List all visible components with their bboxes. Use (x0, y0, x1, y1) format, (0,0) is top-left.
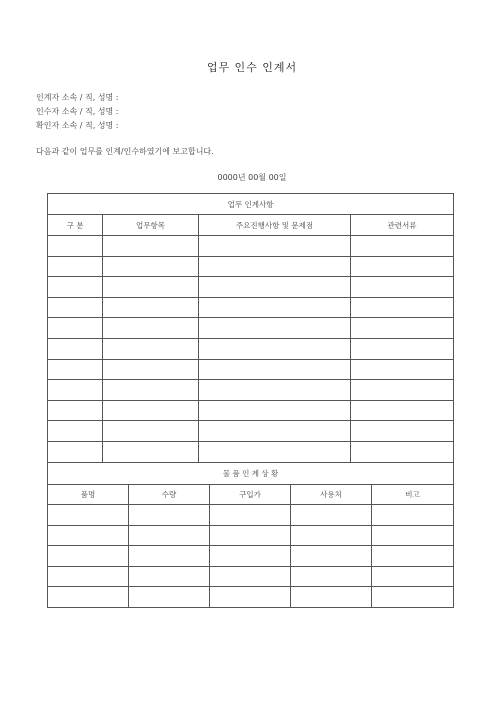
table-row (48, 546, 454, 567)
table-cell (48, 256, 103, 277)
table-row (48, 236, 454, 257)
table-row (48, 359, 454, 380)
table-cell (103, 380, 199, 401)
handover-section-row (48, 194, 454, 215)
table-cell (372, 525, 454, 546)
table-cell (48, 421, 103, 442)
table-cell (210, 505, 291, 526)
table-cell (103, 256, 199, 277)
table-row (48, 380, 454, 401)
table-cell (103, 318, 199, 339)
table-cell (351, 277, 454, 298)
table-cell (291, 566, 372, 587)
table-cell (372, 566, 454, 587)
confirmer-person-line: 확인자 소속 / 직, 성명 : (36, 121, 119, 130)
table-cell (103, 359, 199, 380)
table-cell (199, 256, 351, 277)
table-row (48, 338, 454, 359)
table-cell (372, 546, 454, 567)
table-cell (48, 318, 103, 339)
table-cell (210, 525, 291, 546)
table-row (48, 505, 454, 526)
column-header: 비고 (372, 485, 454, 505)
column-header: 구 분 (48, 215, 103, 236)
table-cell (351, 256, 454, 277)
table-cell (291, 525, 372, 546)
table-cell (291, 546, 372, 567)
table-cell (48, 587, 129, 608)
table-cell (48, 400, 103, 421)
handover-table (47, 193, 454, 463)
table-cell (351, 421, 454, 442)
table-cell (103, 236, 199, 257)
table-cell (199, 380, 351, 401)
column-header: 품명 (48, 485, 129, 505)
table-cell (351, 297, 454, 318)
table-cell (103, 338, 199, 359)
table-cell (351, 338, 454, 359)
handover-section-title: 업무 인계사항 (48, 194, 454, 215)
table-cell (199, 400, 351, 421)
table-row (48, 297, 454, 318)
goods-section-row (48, 463, 454, 485)
table-cell (199, 277, 351, 298)
table-row (48, 318, 454, 339)
column-header: 관련서류 (351, 215, 454, 236)
table-cell (103, 441, 199, 462)
handover-person-line: 인계자 소속 / 직, 성명 : (36, 93, 119, 102)
table-cell (48, 338, 103, 359)
report-statement: 다음과 같이 업무를 인계/인수하였기에 보고합니다. (36, 147, 214, 156)
goods-table (47, 462, 454, 608)
table-row (48, 421, 454, 442)
handover-header-row (48, 215, 454, 236)
table-cell (103, 400, 199, 421)
table-cell (351, 400, 454, 421)
table-cell (351, 380, 454, 401)
table-row (48, 441, 454, 462)
table-cell (129, 566, 210, 587)
table-cell (48, 525, 129, 546)
table-cell (103, 297, 199, 318)
goods-section-title: 물 품 인 계 상 황 (48, 463, 454, 485)
column-header: 업무항목 (103, 215, 199, 236)
column-header: 사용처 (291, 485, 372, 505)
column-header: 구입가 (210, 485, 291, 505)
table-cell (372, 505, 454, 526)
table-cell (48, 297, 103, 318)
table-row (48, 277, 454, 298)
table-cell (199, 441, 351, 462)
table-cell (48, 277, 103, 298)
receiver-person-line: 인수자 소속 / 직, 성명 : (36, 107, 119, 116)
table-cell (351, 236, 454, 257)
table-cell (48, 566, 129, 587)
table-row (48, 256, 454, 277)
table-cell (210, 587, 291, 608)
table-cell (129, 587, 210, 608)
table-cell (48, 380, 103, 401)
goods-header-row (48, 485, 454, 505)
table-cell (199, 359, 351, 380)
table-cell (351, 359, 454, 380)
table-cell (291, 505, 372, 526)
table-cell (199, 338, 351, 359)
table-row (48, 566, 454, 587)
table-cell (103, 421, 199, 442)
column-header: 수량 (129, 485, 210, 505)
table-cell (48, 359, 103, 380)
table-row (48, 525, 454, 546)
table-cell (48, 236, 103, 257)
table-cell (129, 525, 210, 546)
table-cell (103, 277, 199, 298)
table-cell (199, 236, 351, 257)
table-cell (351, 441, 454, 462)
table-cell (199, 297, 351, 318)
table-cell (199, 318, 351, 339)
table-cell (351, 318, 454, 339)
table-cell (210, 546, 291, 567)
table-cell (129, 546, 210, 567)
table-row (48, 587, 454, 608)
table-cell (48, 441, 103, 462)
table-cell (372, 587, 454, 608)
document-date: 0000년 00월 00일 (217, 173, 287, 182)
table-cell (199, 421, 351, 442)
table-cell (210, 566, 291, 587)
column-header: 주요진행사항 및 문제점 (199, 215, 351, 236)
table-cell (291, 587, 372, 608)
table-row (48, 400, 454, 421)
table-cell (48, 546, 129, 567)
table-cell (129, 505, 210, 526)
document-title: 업무 인수 인계서 (206, 61, 298, 74)
table-cell (48, 505, 129, 526)
